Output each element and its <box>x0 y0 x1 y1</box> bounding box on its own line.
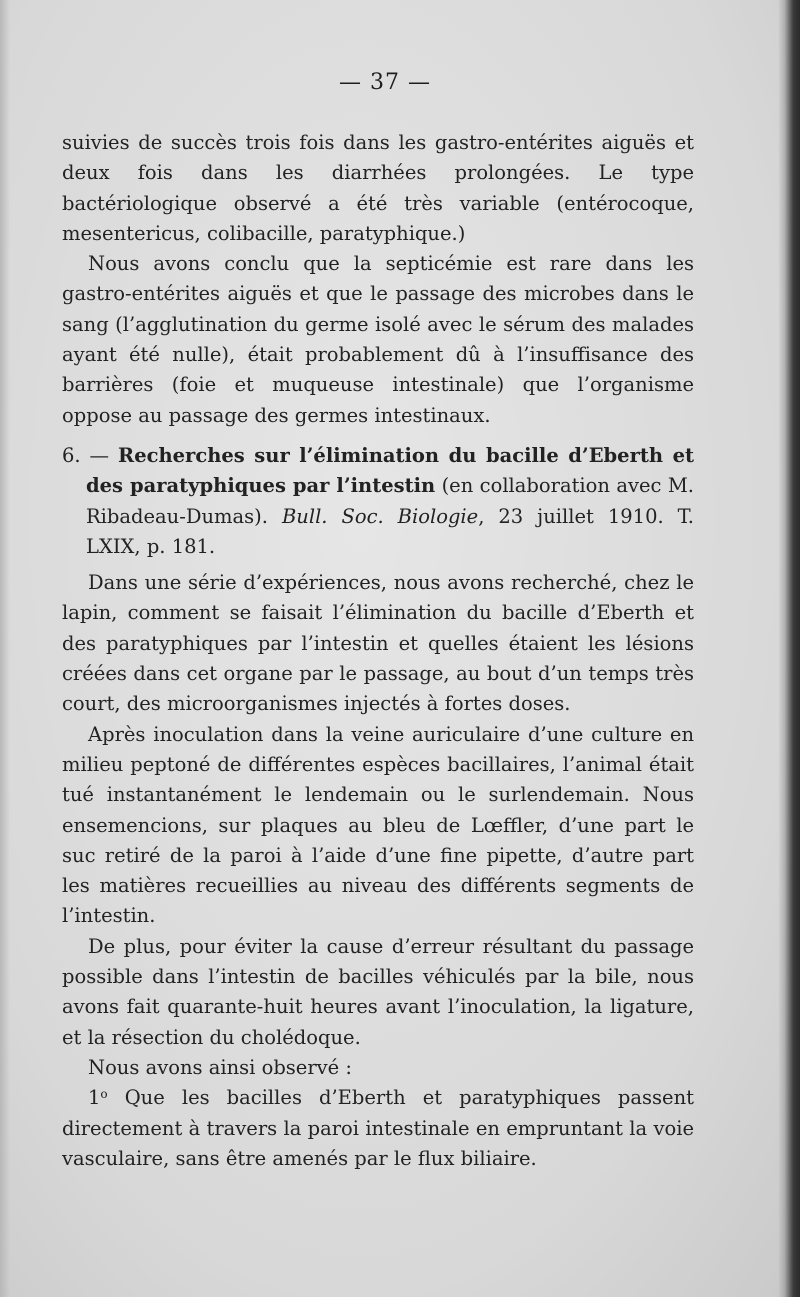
page-number: — 37 — <box>339 70 431 95</box>
finding-text: Que les bacilles d’Eberth et paratyphiques passent directement à travers la paroi intestinale en empruntant la voie vasculaire, sans être amenés par le flux biliaire. <box>62 1086 694 1170</box>
section-title: Recherches sur l’élimination du bacille d’Eberth et des paratyphiques par l’intestin <box>86 443 694 498</box>
finding-number: 1 <box>88 1086 101 1110</box>
paragraph-observed: Nous avons ainsi observé : <box>88 1055 352 1079</box>
finding-ordinal-mark: o <box>100 1087 108 1102</box>
paragraph-experiments: Dans une série d’expériences, nous avons recherché, chez le lapin, comment se faisait l’élimination du bacille d’Eberth et des paratyphiques par l’intestin et quelles étaient les lésions créées dans cet organe par le passage, au bout d’un temps très court, des microorganismes injectés à fortes doses. <box>62 571 694 716</box>
page-body <box>62 128 694 1174</box>
page-binding-shadow <box>778 0 800 1297</box>
paragraph-inoculation: Après inoculation dans la veine auriculaire d’une culture en milieu peptoné de différentes espèces bacillaires, l’animal était tué instantanément le lendemain ou le surlendemain. Nous ensemencions, sur plaques au bleu de Lœffler, d’une part le suc retiré de la paroi à l’aide d’une fine pipette, d’autre part les matières recueillies au niveau des différents segments de l’intestin. <box>62 722 694 928</box>
paragraph-ligature: De plus, pour éviter la cause d’erreur résultant du passage possible dans l’intestin de bacilles véhiculés par la bile, nous avons fait quarante-huit heures avant l’inoculation, la ligature, et la résection du cholédoque. <box>62 934 694 1049</box>
paragraph-finding-1 <box>62 1083 694 1174</box>
section-collaboration: (en collaboration avec M. Ribadeau-Dumas). <box>86 474 694 528</box>
section-journal: Bull. Soc. Biologie <box>281 504 479 528</box>
page-left-shadow <box>0 0 10 1297</box>
section-heading-6 <box>62 441 694 562</box>
section-reference: , 23 juillet 1910. T. LXIX, p. 181. <box>86 504 694 558</box>
paragraph-conclusion: Nous avons conclu que la septicémie est rare dans les gastro-entérites aiguës et que le passage des microbes dans le sang (l’agglutination du germe isolé avec le sérum des malades ayant été nulle), était probablement dû à l’insuffisance des barrières (foie et muqueuse intestinale) que l’organisme oppose au passage des germes intestinaux. <box>62 252 694 427</box>
paragraph-continuation: suivies de succès trois fois dans les gastro-entérites aiguës et deux fois dans les diarrhées prolongées. Le type bactériologique observé a été très variable (entérocoque, mesentericus, colibacille, paratyphique.) <box>62 131 694 245</box>
section-number: 6. — <box>62 443 118 467</box>
